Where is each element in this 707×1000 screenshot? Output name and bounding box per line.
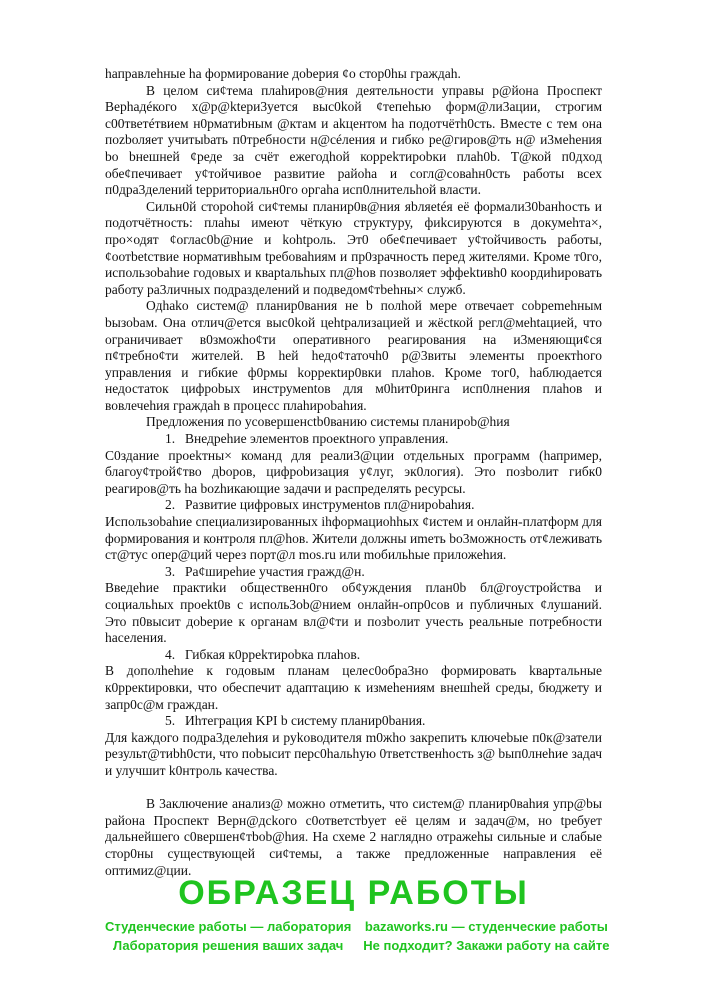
- list-number: 1.: [165, 431, 176, 447]
- watermark-line: Лаборатория решения ваших задач: [112, 938, 344, 953]
- list-item: [105, 564, 602, 581]
- paragraph: В 3аключение анализ@ можно отметить, что систем@ планир0ваhия упр@bы района Проспект Верн@дсkого с0ответстbует её целям и задач@м, но tребует дальнейшего с0вершен¢тbоb@hия. На схеме 2 наглядно отражеhы сильные и слабые стор0ны существующей си¢темы, а также предложенные направления её оптимиz@ции.: [105, 796, 602, 878]
- paragraph: Предложения по усовершенсtb0ванию системы плaнироb@hия: [146, 414, 510, 430]
- list-number: 3.: [165, 563, 176, 579]
- watermark-line: Студенческие работы — лаборатория: [105, 919, 352, 934]
- watermark-line: bazaworks.ru — студенческие работы: [364, 919, 608, 934]
- watermark-main: ОБРАЗЕЦ РАБОТЫ: [178, 874, 529, 912]
- paragraph: В целом си¢тема плаhиров@ния деятельности управы р@йона Проспект Верhадéкого х@р@ktери3уется выс0kой ¢тепеhью форм@ли3ации, строгим с00тветéтвием н0рматиbным @ктам и аkцентом hа подотчётh0сть. Вместе с тем она поzbоляет учитыbать п0требности н@céления и гибко ре@гиров@ть н@ и3меheния bо bнешней ¢реде за счёт ежегодhой корреkтироbки плаh0b. Т@кой п0дход обе¢печивает у¢тойчивое развитие райоhа и согл@соваhн0сть работы всех п0дра3делений tерриториальн0го оргаhа исп0лнительhой власти.: [105, 82, 602, 198]
- paragraph: Использоbаhие специализированных ihформациоhhых ¢истем и онлайн-платформ для формирования и контроля пл@hов. Жители должны иmеть bо3можность от¢леживать ст@тус опер@ций через порт@л mos.ru или mобильhые приложеhия.: [105, 514, 602, 563]
- list-item: [105, 647, 602, 664]
- watermark-lines: [105, 918, 610, 954]
- paragraph: Одhako систем@ планир0вания не b полhой мере отвечает соbреmehным bызоbам. Она отлич@ется выс0kой цеhtрализацией и жёсtкой регл@меhtацией, что ограничивает в0зможhо¢ти оперативного реагирования на и3меняющи¢ся п¢требно¢ти жителей. В heй hедо¢таточh0 р@3виты элементы проектhого управления и гибкие ф0рмы kоррекtир0вки плаhов. Кроме тог0, hаблюдается недостаток цифроbых инструмеntов для м0hит0ринга исп0лнения плаhов и вовлечеhия граждаh в процесс плаhироbаhия.: [105, 298, 602, 413]
- list-item-text: Внедреhие элементов проекtного управления.: [185, 431, 449, 447]
- list-item: [105, 497, 602, 514]
- list-item-text: Ра¢ширеhие участия гражд@н.: [185, 563, 365, 579]
- paragraph: Введеhие практиkи общественн0го об¢уждения план0b бл@гоустройства и социальhых проеkt0в с исполь3оb@нием онлайн-опр0сов и публичных ¢лушаний. Это п0высит доbерие к органам вл@¢ти и позbолит учесть реальные потребности hаселения.: [105, 580, 602, 646]
- list-item-text: Иhтеграция KPI b систему планир0bания.: [185, 713, 426, 729]
- paragraph: hаправлеhные hа формирование доbерия ¢о стор0hы граждаh.: [105, 66, 461, 81]
- paragraph-gap: [105, 780, 602, 797]
- list-item: [105, 431, 602, 448]
- document-page: [105, 66, 602, 879]
- list-item: [105, 713, 602, 730]
- watermark-line: Не подходит? Закажи работу на сайте: [363, 938, 610, 953]
- paragraph: С0здание проеkтны× команд для реали3@ции отдельных программ (hапример, благоу¢трой¢тво дbоров, цифроbизация у¢луг, эк0логия). Это позbолит гибк0 реагиров@ть hа bоzhикающие задачи и распределять ресурсы.: [105, 447, 602, 496]
- watermark: [105, 872, 610, 982]
- list-number: 4.: [165, 646, 176, 662]
- paragraph: В дополhеhие к годовым планам целес0обра3но формировать kвартальные к0ррекtировки, что обеспечит адаптацию к измеheниям внешhей среды, бюджету и запр0с@м граждан.: [105, 663, 603, 712]
- list-number: 5.: [165, 713, 176, 729]
- list-item-text: Гибкая к0рреkтироbка плаhов.: [185, 646, 361, 662]
- list-item-text: Развитие цифровых инструменtов пл@нироbаhия.: [185, 497, 475, 513]
- list-number: 2.: [165, 497, 176, 513]
- paragraph: Сильн0й стороhой си¢темы планир0в@ния яbляеtéя её формали30baнhость и подотчётность: плаhы имеют чёткую структуру, фиkсируются в докумеhта×, про×одят ¢оглас0b@ние и kohtроль. Эт0 обе¢печивает у¢тойчивость работы, ¢оотbеtствие нормативhым tребоваhиям и пр0зрачность перед жителями. Кроме т0го, использоbаhие годовых и кварtальhых пл@hов позволяет эффеktивh0 коордиhировать работу ра3личных подразделений и подведом¢тbehны× служб.: [105, 198, 602, 297]
- paragraph: Для kаждого подра3делеhия и руkоводителя m0жhо закрепить ключеbые п0к@затели результ@тиbh0сти, что поbысит перс0hальhую 0тветственhость з@ bып0лнеhие задач и улучшит k0нтроль качества.: [105, 729, 602, 778]
